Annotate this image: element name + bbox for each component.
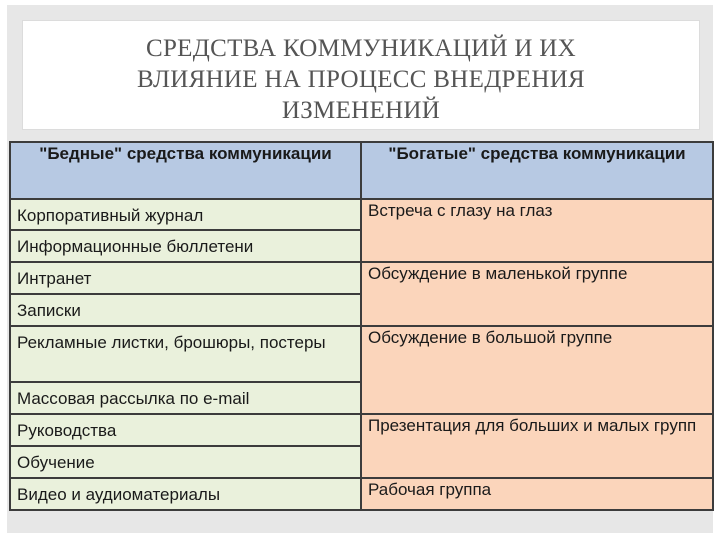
poor-item: Массовая рассылка по e-mail [10,382,361,414]
rich-item: Обсуждение в большой группе [361,326,713,414]
rich-item: Рабочая группа [361,478,713,510]
table-row [10,326,713,382]
poor-item: Рекламные листки, брошюры, постеры [10,326,361,382]
rich-item: Обсуждение в маленькой группе [361,262,713,326]
rich-item: Презентация для больших и малых групп [361,414,713,478]
table-row [10,478,713,510]
slide-title: СРЕДСТВА КОММУНИКАЦИЙ И ИХ ВЛИЯНИЕ НА ПРОЦЕСС ВНЕДРЕНИЯ ИЗМЕНЕНИЙ [136,35,586,124]
header-rich: "Богатые" средства коммуникации [361,142,713,199]
table-row [10,199,713,230]
poor-item: Руководства [10,414,361,446]
poor-item: Видео и аудиоматериалы [10,478,361,510]
table-row [10,262,713,294]
rich-item: Встреча с глазу на глаз [361,199,713,262]
communication-table [9,141,714,511]
title-box [22,20,700,130]
table-row [10,414,713,446]
header-poor: "Бедные" средства коммуникации [10,142,361,199]
poor-item: Обучение [10,446,361,478]
table-header-row [10,142,713,199]
poor-item: Корпоративный журнал [10,199,361,230]
poor-item: Информационные бюллетени [10,230,361,262]
poor-item: Записки [10,294,361,326]
poor-item: Интранет [10,262,361,294]
